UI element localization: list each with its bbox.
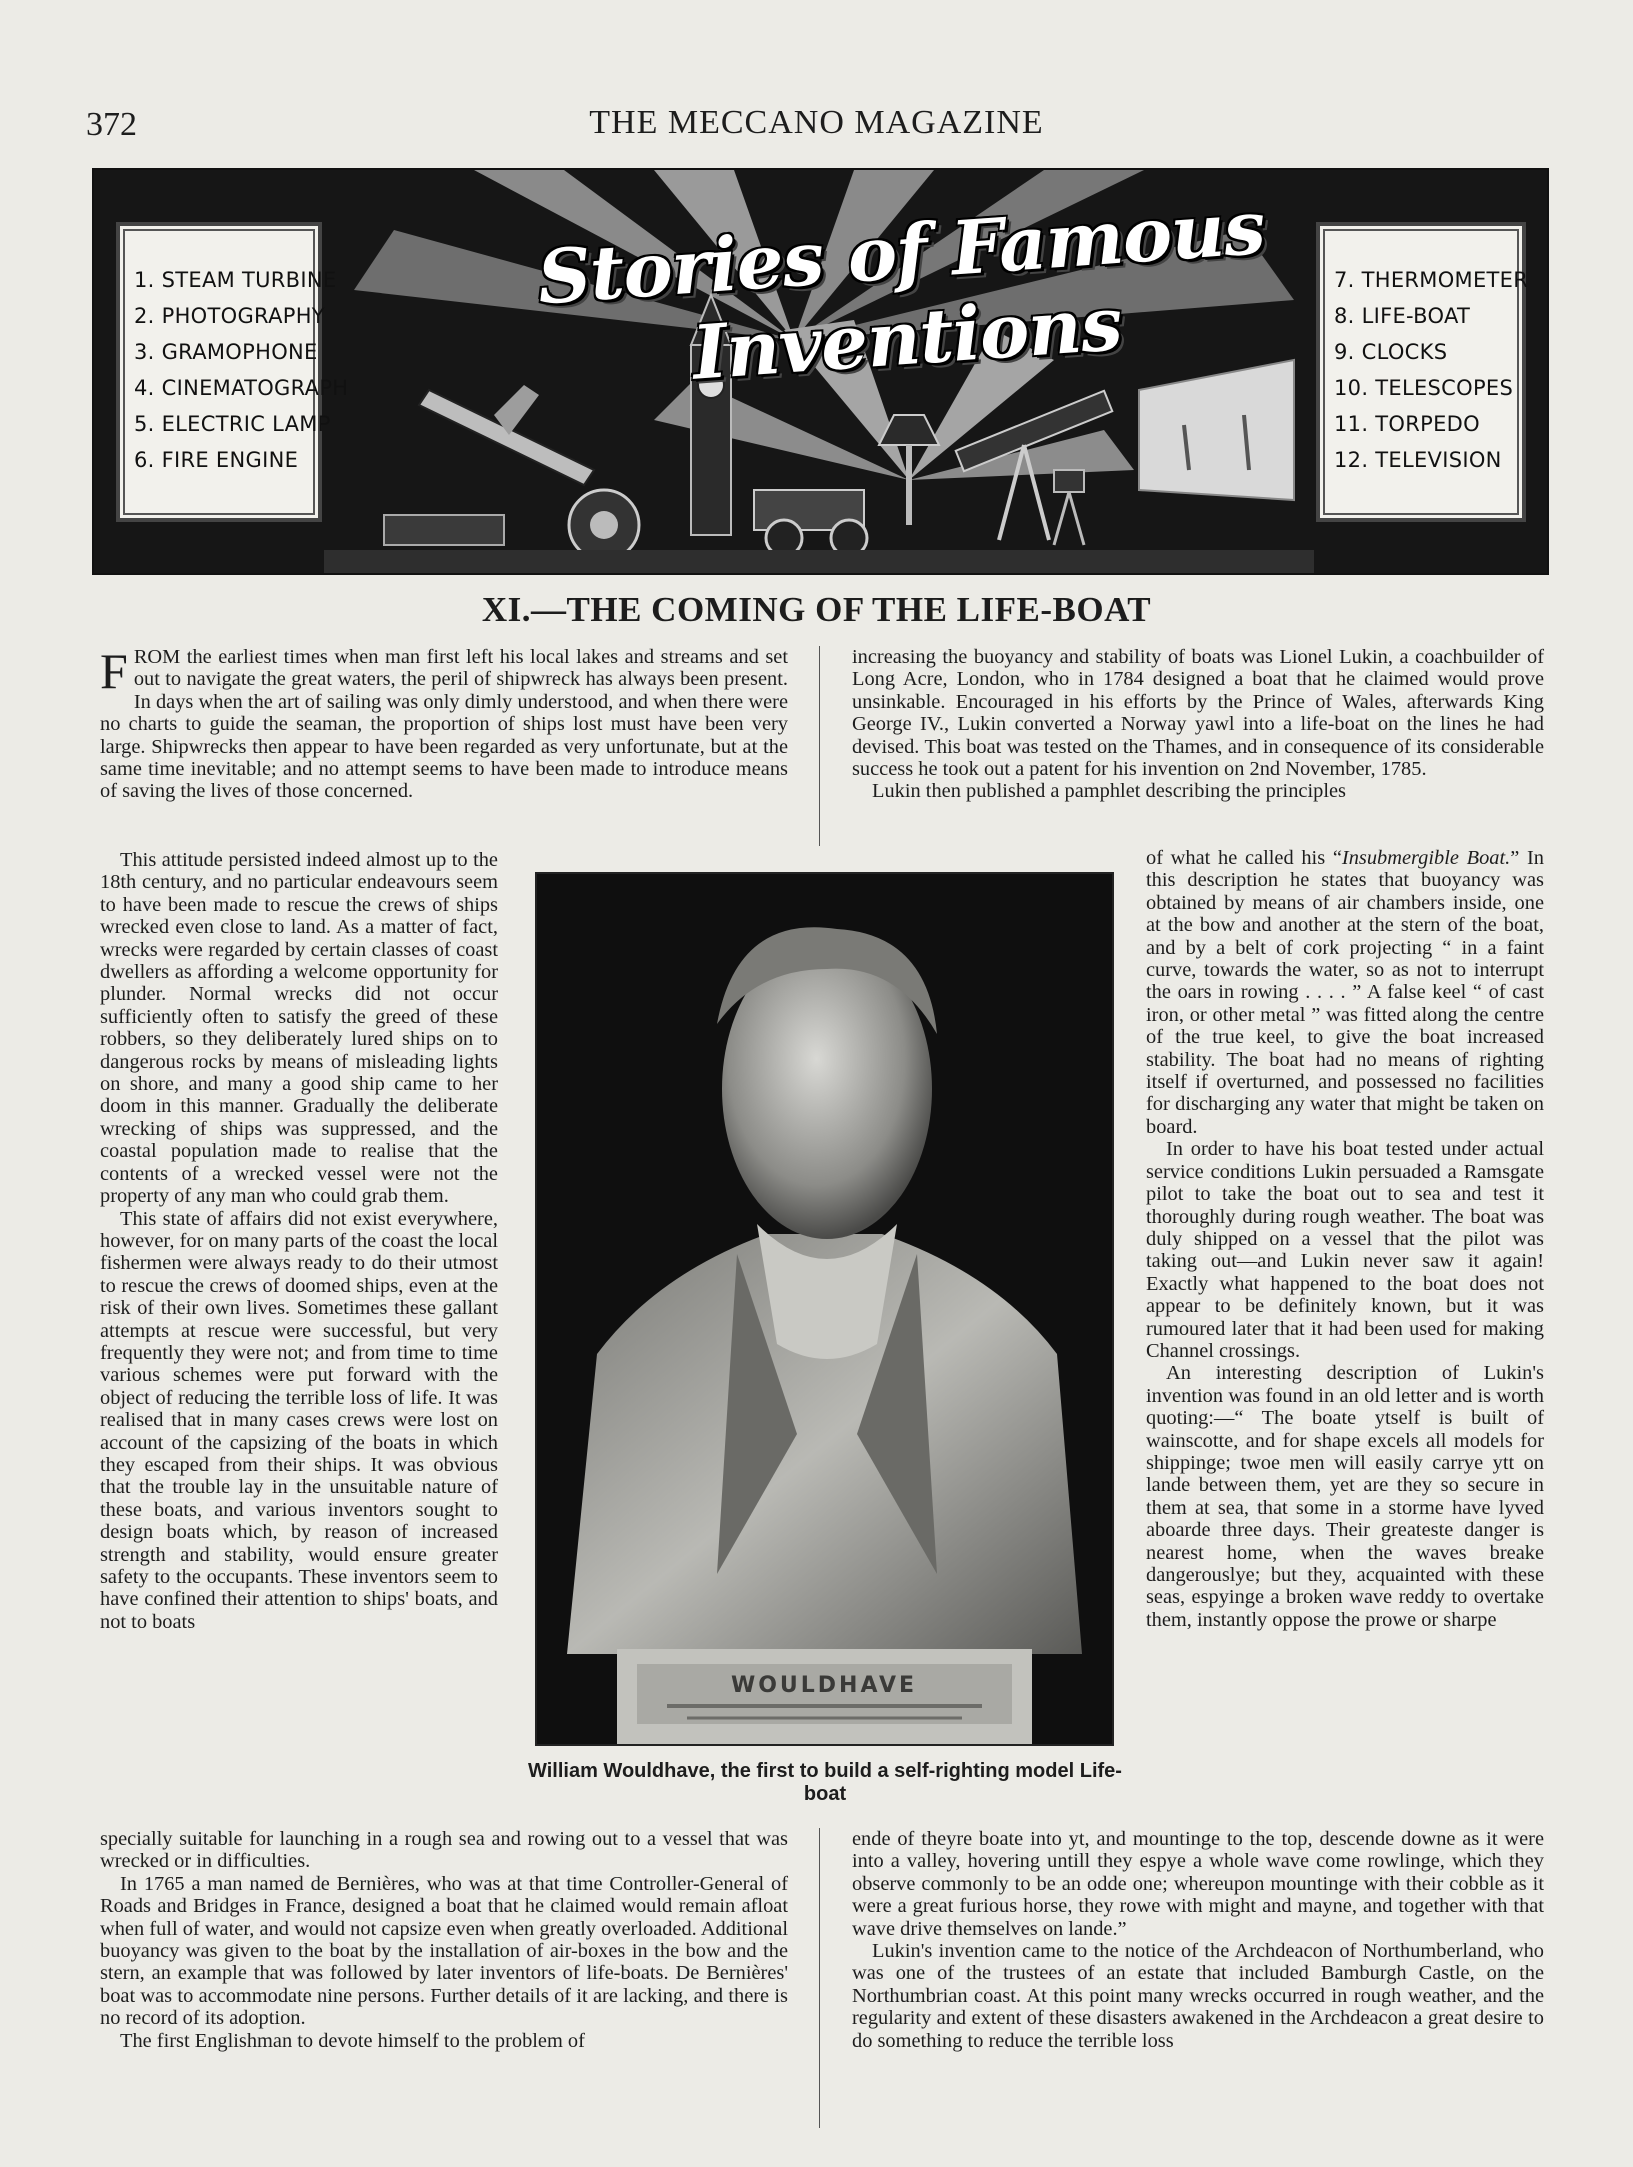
paragraph: Lukin then published a pamphlet describing the principles (872, 780, 1346, 803)
left-column-narrow (100, 849, 498, 1633)
invention-list-item: 6. FIRE ENGINE (134, 448, 299, 472)
paragraph: increasing the buoyancy and stability of boats was Lionel Lukin, a coachbuilder of Long Acre, London, who in 1784 designed a boat that he claimed would prove unsinkable. Encouraged in his efforts by the Prince of Wales, afterwards King George IV., Lukin converted a Norway yawl into a life-boat on the lines he had devised. This boat was tested on the Thames, and in consequence of its considerable success he took out a patent for his invention on 2nd November, 1785. (852, 646, 1544, 781)
italic-title: Insubmergible Boat. (1341, 847, 1511, 869)
right-column-narrow (1146, 847, 1544, 1631)
right-column-top (852, 646, 1544, 803)
invention-list-item: 9. CLOCKS (1334, 340, 1448, 364)
banner-right-panel (1316, 222, 1529, 522)
right-column-bottom (852, 1828, 1544, 2052)
paragraph: This state of affairs did not exist everywhere, however, for on many parts of the coast the local fishermen were always ready to do their utmost to rescue the crews of doomed ships, even at the risk of their own lives. Sometimes these gallant attempts at rescue were successful, but very frequently they were not; and from time to time various schemes were put forward with the object of reducing the terrible loss of life. It was realised that in many cases crews were lost on account of the capsizing of the boats in which they escaped from their ships. It was obvious that the trouble lay in the unsuitable nature of these boats, and various inventors sought to design boats which, by reason of increased strength and stability, would ensure greater safety to the occupants. These inventors seem to have confined their attention to ships' boats, and not to boats (100, 1207, 498, 1633)
invention-list-item: 4. CINEMATOGRAPH (134, 376, 349, 400)
paragraph: This attitude persisted indeed almost up to the 18th century, and no particular endeavours seem to have been made to rescue the crews of ships wrecked even close to land. As a matter of fact, wrecks were regarded by certain classes of coast dwellers as affording a welcome opportunity for plunder. Normal wrecks did not occur sufficiently often to satisfy the greed of these robbers, so they deliberately lured ships on to dangerous rocks by means of misleading lights on shore, and many a good ship came to her doom in this manner. Gradually the deliberate wrecking of ships was suppressed, and the coastal population made to realise that the contents of a wrecked vessel were not the property of any man who could grab them. (100, 849, 498, 1208)
invention-list-item: 2. PHOTOGRAPHY (134, 304, 325, 328)
invention-list-item: 5. ELECTRIC LAMP (134, 412, 331, 436)
plaque-name: WOULDHAVE (730, 1673, 918, 1698)
invention-list-item: 12. TELEVISION (1334, 448, 1502, 472)
invention-list-item: 11. TORPEDO (1334, 412, 1480, 436)
paragraph: In 1765 a man named de Bernières, who was at that time Controller-General of Roads and Bridges in France, designed a boat that he claimed would remain afloat when full of water, and would not capsize even when greatly overloaded. Additional buoyancy was given to the boat by the installation of air-boxes in the bow and the stern, an example that was followed by later inventors of life-boats. De Bernières' boat was to accommodate nine persons. Further details of it are lacking, and there is no record of its adoption. (100, 1872, 788, 2030)
paragraph: Lukin's invention came to the notice of the Archdeacon of Northumberland, who was one of the trustees of an estate that included Bamburgh Castle, on the Northumbrian coast. At this point many wrecks occurred in rough weather, and the regularity and extent of these disasters awakened in the Archdeacon a great desire to do something to reduce the terrible loss (852, 1940, 1544, 2052)
paragraph: ende of theyre boate into yt, and mountinge to the top, descende downe as it were into a valley, hovering untill they espye a whole wave come rowlinge, which they observe commonly to be an odde one; whereupon mountinge with their cobble as it were a great furious horse, they rowe with might and mayne, and together with that wave drive themselves on lande.” (852, 1828, 1544, 1940)
photo-caption: William Wouldhave, the first to build a self-righting model Life-boat (528, 1760, 1122, 1805)
bust-illustration (537, 874, 1112, 1744)
paragraph: The first Englishman to devote himself to the problem of (120, 2029, 585, 2052)
column-rule (819, 646, 820, 846)
paragraph: An interesting description of Lukin's invention was found in an old letter and is worth quoting:—“ The boate ytself is built of wainscotte, and for shape excels all models for shippinge; twoe men will easily carrye ytt on lande between them, yet are they so secure in them at sea, that some in a storme have lyved aboarde three days. Their greateste danger is nearest home, when the waves breake dangerouslye; but they, acquainted with these seas, espyinge a broken wave reddy to overtake them, instantly oppose the prowe or sharpe (1146, 1362, 1544, 1631)
invention-list-item: 7. THERMOMETER (1334, 268, 1529, 292)
page-number: 372 (86, 106, 137, 143)
banner-left-panel (116, 222, 349, 522)
paragraph: In order to have his boat tested under actual service conditions Lukin persuaded a Ramsgate pilot to take the boat out to sea and test it thoroughly during rough weather. The boat was duly shipped on a vessel that the pilot was taking out—and Lukin never saw it again! Exactly what happened to the boat does not appear to be definitely known, but it was rumoured later that it had been used for making Channel crossings. (1146, 1138, 1544, 1362)
paragraph: ROM the earliest times when man first left his local lakes and streams and set out to navigate the great waters, the peril of shipwreck has always been present. In days when the art of sailing was only dimly understood, and when there were no charts to guide the seaman, the proportion of ships lost must have been very large. Shipwrecks then appear to have been regarded as very unfortunate, but at the same time inevitable; and no attempt seems to have been made to introduce means of saving the lives of those concerned. (100, 646, 788, 803)
banner-title: Stories of Famous Inventions (534, 184, 1268, 397)
column-rule (819, 1828, 820, 2128)
invention-list-item: 8. LIFE-BOAT (1334, 304, 1471, 328)
magazine-title: THE MECCANO MAGAZINE (589, 104, 1044, 141)
left-column-top (100, 643, 788, 803)
text-run: ” In this description he states that buoyancy was obtained by means of air chambers inside, one at the bow and another at the stern of the boat, and by a belt of cork projecting “ in a faint curve, towards the water, so as not to interrupt the oars in rowing . . . . ” A false keel “ of cast iron, or other metal ” was fitted along the centre of the true keel, to give the boat increased stability. The boat had no means of righting itself if overturned, and possessed no facilities for discharging any water that might be taken on board. (1146, 847, 1545, 1138)
left-column-bottom (100, 1828, 788, 2052)
invention-list-item: 3. GRAMOPHONE (134, 340, 318, 364)
drop-cap: F (100, 643, 128, 699)
invention-list-item: 1. STEAM TURBINE (134, 268, 337, 292)
bust-photograph (535, 872, 1114, 1746)
paragraph: specially suitable for launching in a rough sea and rowing out to a vessel that was wrecked or in difficulties. (100, 1828, 788, 1873)
text-run: of what he called his “ (1146, 847, 1342, 869)
article-title: XI.—THE COMING OF THE LIFE-BOAT (481, 590, 1152, 629)
invention-list-item: 10. TELESCOPES (1334, 376, 1514, 400)
series-banner (92, 168, 1549, 575)
